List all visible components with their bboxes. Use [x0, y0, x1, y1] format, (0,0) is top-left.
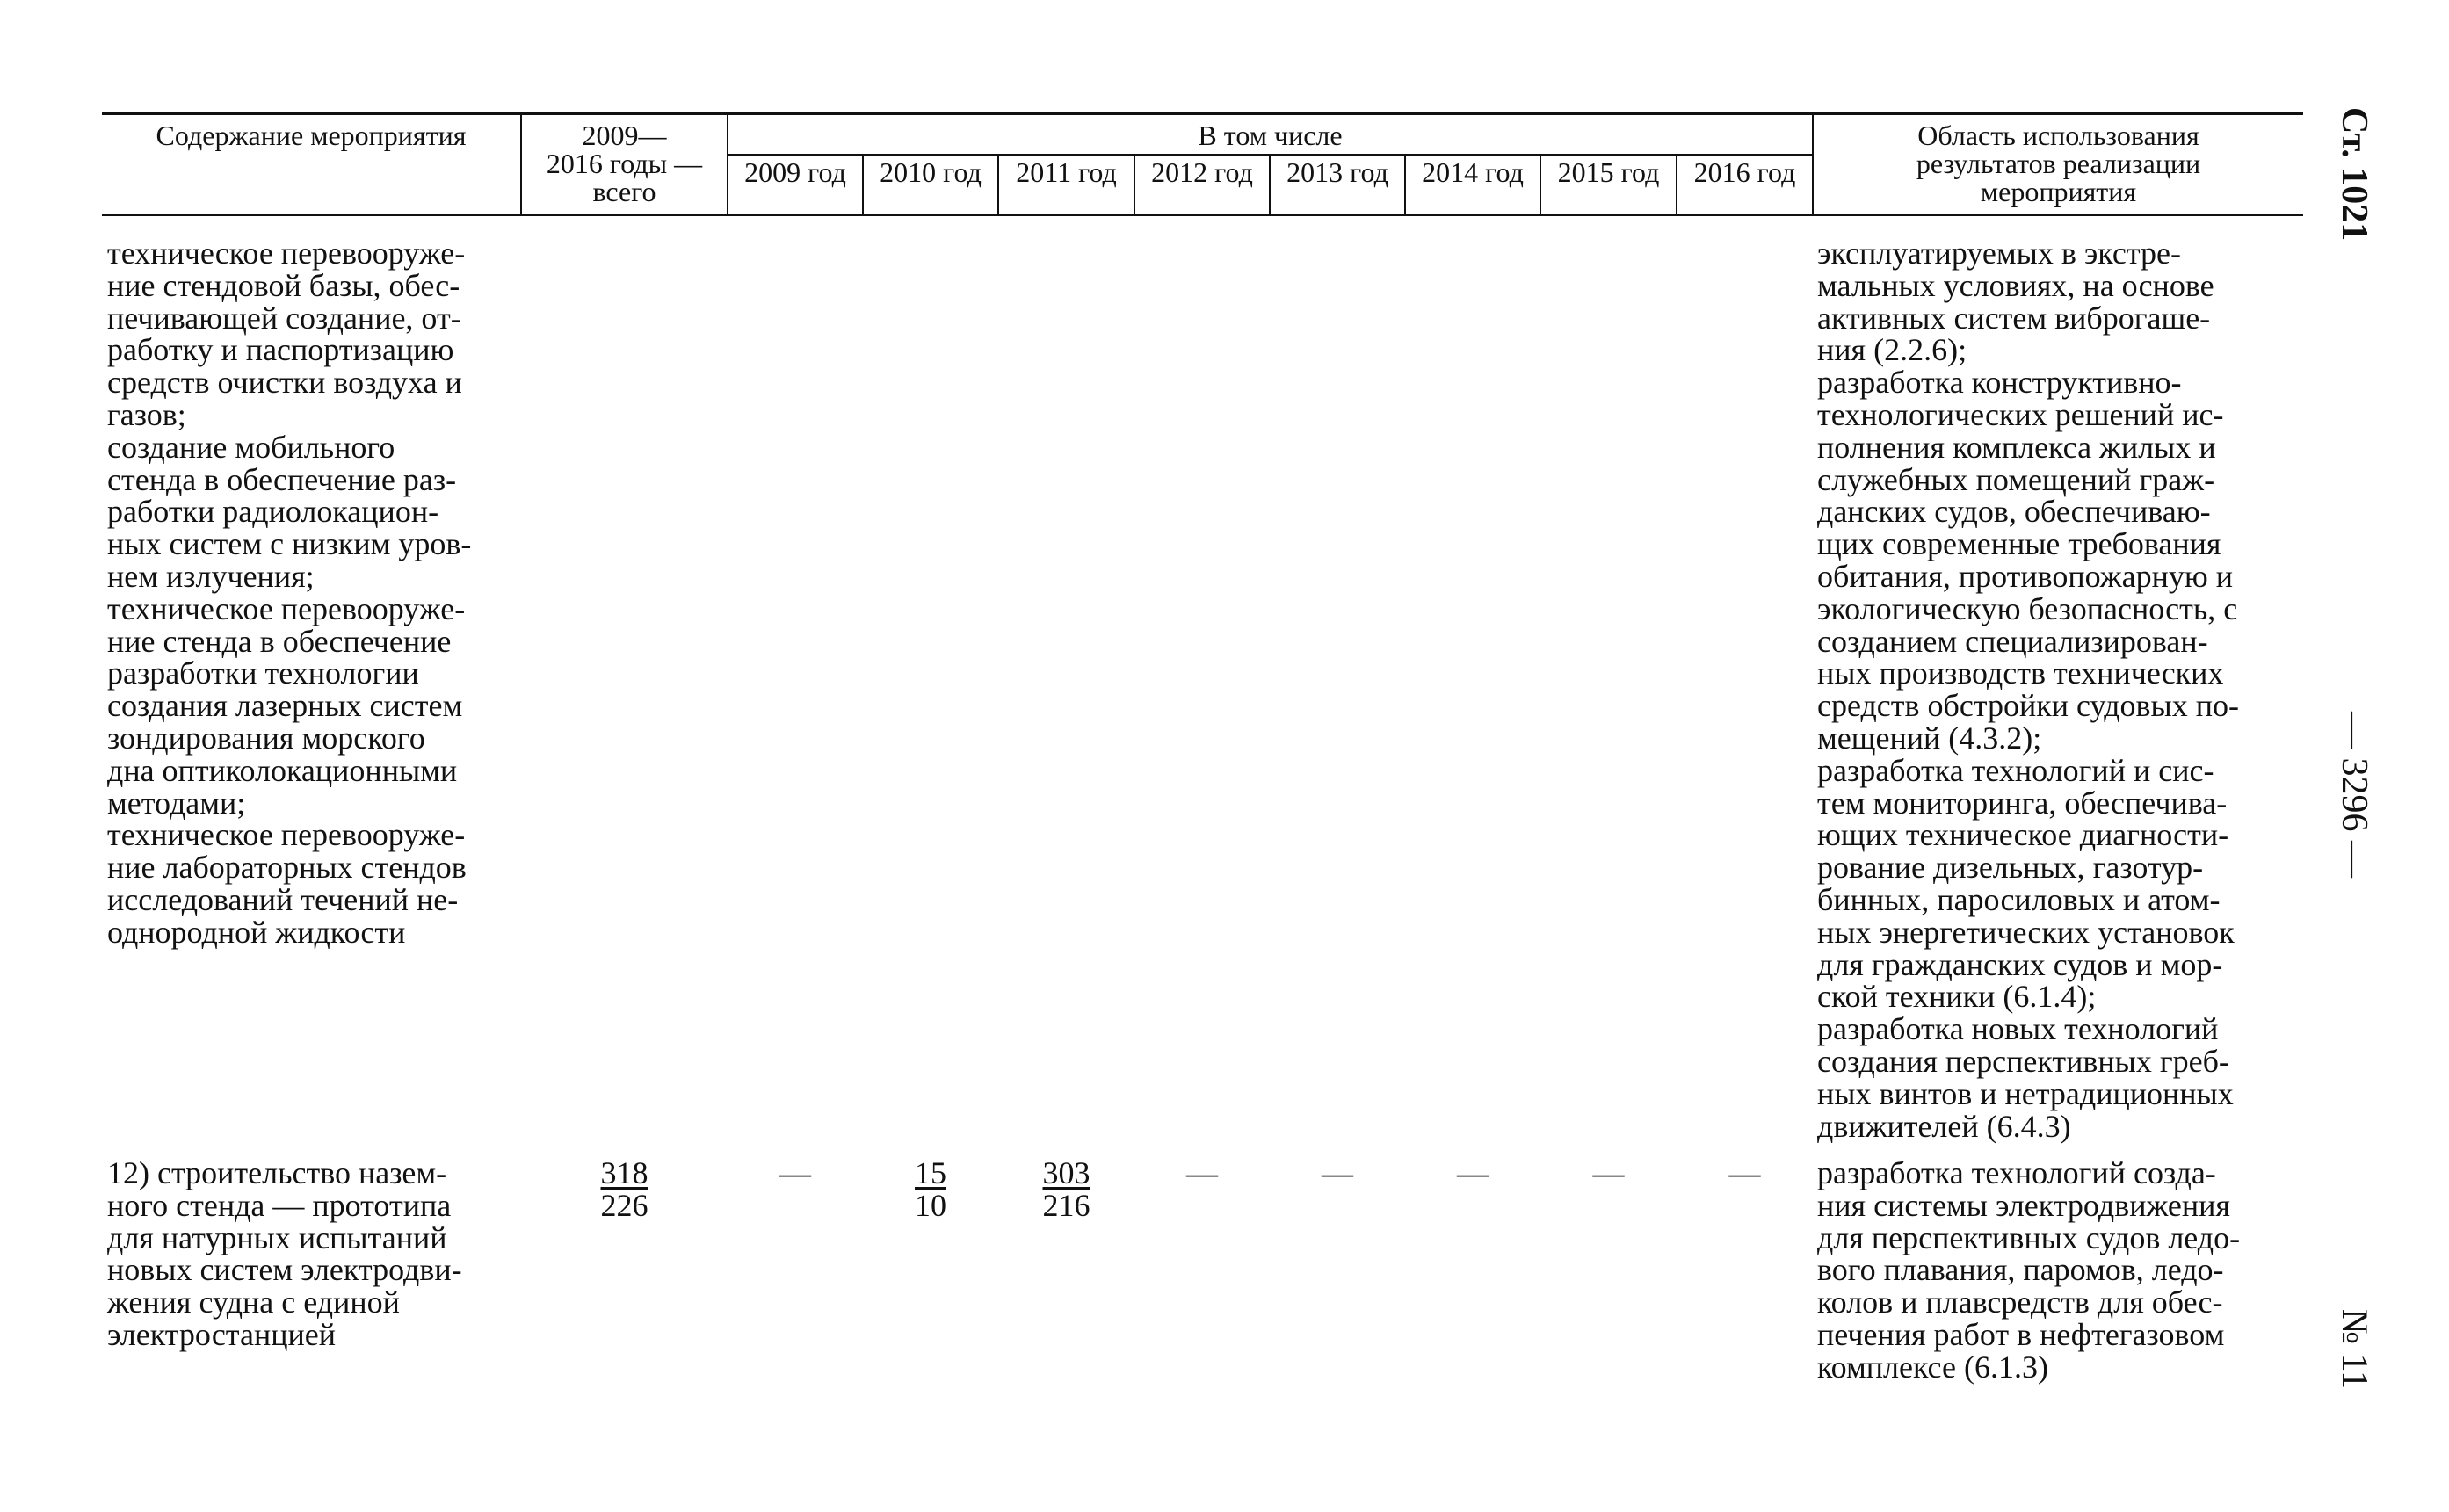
header-year: 2015 год: [1557, 156, 1660, 188]
header-total: 2009— 2016 годы — всего: [546, 119, 703, 207]
content-paragraph: техническое перевооруже- ние лабораторных стендов исследований течений не- однородной жидкости: [107, 817, 467, 950]
total-denominator: 226: [600, 1188, 648, 1223]
header-including: В том числе: [1198, 119, 1343, 151]
row12-total: [522, 1157, 727, 1222]
row12-2015: —: [1592, 1155, 1625, 1190]
page-label: Ст. 1021: [2334, 107, 2374, 242]
row12-2011: [999, 1157, 1134, 1222]
y2011-denominator: 216: [1042, 1188, 1090, 1223]
header-content: Содержание мероприятия: [156, 119, 467, 151]
header-year: 2011 год: [1016, 156, 1117, 188]
header-year: 2014 год: [1422, 156, 1524, 188]
area-paragraph: эксплуатируемых в экстре- мальных условиях, на основе активных систем виброгаше- ния (2.2.6);: [1817, 235, 2214, 368]
header-year: 2009 год: [744, 156, 846, 188]
row12-content-cell: 12) строительство назем- ного стенда — прототипа для натурных испытаний новых систем электродви- жения судна с единой электростанцией: [107, 1155, 462, 1352]
header-year: 2013 год: [1286, 156, 1388, 188]
header-year: 2016 год: [1693, 156, 1796, 188]
page-number: — 3296 —: [2334, 712, 2374, 878]
row12-2016: —: [1728, 1155, 1761, 1190]
header-bottom-rule: [102, 214, 2303, 216]
area-paragraph: разработка конструктивно- технологических решений ис- полнения комплекса жилых и служебных помещений граж- данских судов, обеспечиваю- щих современные требования обитания, противопожарную и экологическую безопасность, с созданием специализирован- ных производств технических средств обстройки судовых по- мещений (4.3.2);: [1817, 365, 2239, 756]
row12-2010: [864, 1157, 997, 1222]
content-paragraph: техническое перевооруже- ние стенда в обеспечение разработки технологии создания лазерных систем зондирования морского дна оптиколокационными методами;: [107, 590, 466, 821]
cont-content-cell: [107, 237, 510, 949]
y2010-denominator: 10: [915, 1188, 946, 1223]
row12-area-cell: разработка технологий созда- ния системы электродвижения для перспективных судов ледо- вого плавания, паромов, ледо- колов и плавсредств для обес- печения работ в нефтегазовом комплексе (6.1.3): [1817, 1155, 2241, 1385]
header-area: Область использования результатов реализации мероприятия: [1916, 119, 2201, 207]
cont-area-cell: [1817, 237, 2281, 1142]
row12-2009: —: [779, 1155, 811, 1190]
y2011-numerator: 303: [1042, 1155, 1090, 1190]
issue-number: № 11: [2334, 1309, 2374, 1390]
header-year: 2012 год: [1151, 156, 1253, 188]
area-paragraph: разработка технологий и сис- тем мониторинга, обеспечива- ющих техническое диагности- рование дизельных, газотур- бинных, паросиловых и атом- ных энергетических установок для гражданских судов и мор- ской техники (6.1.4);: [1817, 752, 2235, 1015]
row12-2012: —: [1186, 1155, 1218, 1190]
header-year: 2010 год: [880, 156, 982, 188]
row12-2014: —: [1457, 1155, 1489, 1190]
area-paragraph: разработка новых технологий создания перспективных греб- ных винтов и нетрадиционных движителей (6.4.3): [1817, 1011, 2234, 1144]
table-top-rule: [102, 112, 2303, 115]
row12-2013: —: [1322, 1155, 1353, 1190]
total-numerator: 318: [600, 1155, 648, 1190]
content-paragraph: техническое перевооруже- ние стендовой базы, обес- печивающей создание, от- работку и паспортизацию средств очистки воздуха и газов;: [107, 235, 466, 432]
y2010-numerator: 15: [915, 1155, 946, 1190]
content-paragraph: создание мобильного стенда в обеспечение раз- работки радиолокацион- ных систем с низким уров- нем излучения;: [107, 429, 472, 594]
